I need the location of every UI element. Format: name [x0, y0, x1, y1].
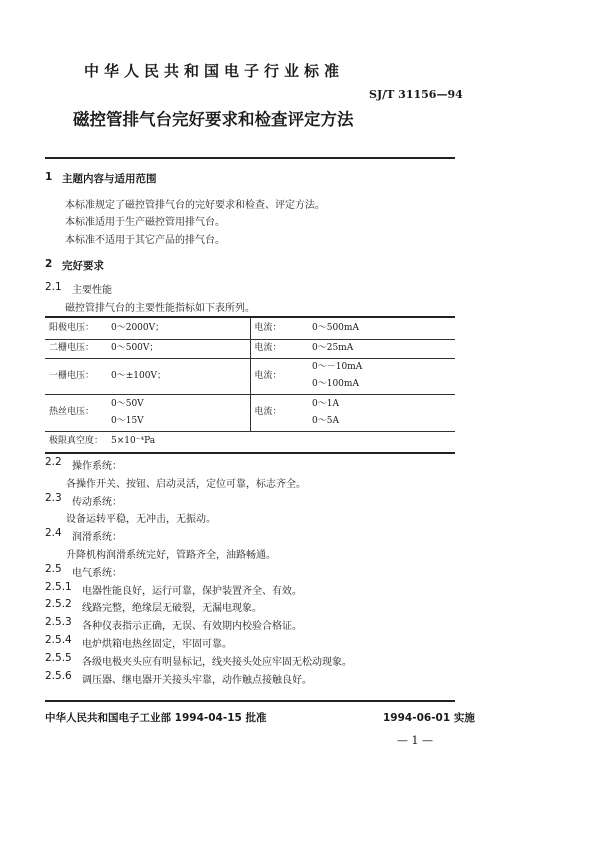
approval-note: 中华人民共和国电子工业部 1994-04-15 批准 [45, 712, 267, 724]
clause-number: 2.5.3 [45, 616, 72, 629]
clause-text: 操作系统： [72, 461, 122, 472]
clause-number: 2.2 [45, 456, 62, 468]
clause-text: 升降机构润滑系统完好，管路齐全，油路畅通。 [66, 550, 276, 561]
clause-text: 电炉烘箱电热丝固定，牢固可靠。 [82, 639, 232, 650]
param-value: 0～500V； [107, 339, 250, 358]
performance-table [45, 316, 455, 454]
clause-text: 线路完整，绝缘层无破裂，无漏电现象。 [82, 603, 262, 615]
clause-number: 2.5.2 [45, 598, 72, 611]
current-values [308, 358, 455, 394]
clause-text: 电气系统： [72, 567, 122, 579]
param-label: 热丝电压： [45, 394, 107, 431]
current-value: 0～500mA [308, 317, 455, 339]
clause-text: 各级电极夹头应有明显标记，线夹接头处应牢固无松动现象。 [82, 656, 352, 668]
paragraph: 磁控管排气台的主要性能指标如下表所列。 [65, 303, 255, 314]
current-label: 电流： [250, 339, 308, 358]
current-label: 电流： [250, 358, 308, 394]
paragraph: 本标准适用于生产磁控管用排气台。 [65, 217, 225, 228]
clause-number: 2.5.6 [45, 669, 72, 682]
standard-code: SJ/T 31156—94 [369, 88, 463, 101]
current-values [308, 394, 455, 431]
param-value: 0～±100V； [107, 358, 250, 394]
clause-text: 传动系统： [72, 496, 122, 508]
param-value: 0～15V [111, 415, 144, 426]
document-title: 磁控管排气台完好要求和检查评定方法 [73, 110, 354, 129]
table-row [45, 431, 455, 453]
param-label: 一栅电压： [45, 358, 107, 394]
paragraph: 本标准规定了磁控管排气台的完好要求和检查、评定方法。 [65, 200, 325, 211]
section-1-number: 1 [45, 171, 53, 183]
clause-text: 各种仪表指示正确，无误、有效期内校验合格证。 [82, 621, 302, 633]
table-row [45, 394, 455, 431]
clause-number: 2.5.1 [45, 580, 72, 593]
param-values [107, 394, 250, 431]
title-divider [45, 157, 455, 159]
section-2-title: 完好要求 [62, 260, 104, 272]
clause-number: 2.3 [45, 491, 62, 504]
section-2-number: 2 [45, 258, 53, 270]
current-value: 0～25mA [308, 339, 455, 358]
clause-text: 设备运转平稳，无冲击，无振动。 [66, 514, 216, 526]
table-row [45, 317, 455, 339]
current-label: 电流： [250, 317, 308, 339]
current-value: 0～5A [312, 415, 339, 426]
current-value: 0～100mA [312, 379, 359, 389]
paragraph: 本标准不适用于其它产品的排气台。 [65, 235, 225, 246]
current-value: 0～－10mA [312, 362, 363, 372]
table-row [45, 339, 455, 358]
vacuum-label: 极限真空度： [45, 431, 107, 453]
param-value: 0～2000V； [107, 317, 250, 339]
effective-date: 1994-06-01 实施 [383, 712, 475, 724]
footer-divider [45, 700, 455, 702]
clause-number: 2.5.4 [45, 634, 72, 646]
clause-text: 调压器、继电器开关接头牢靠，动作触点接触良好。 [82, 674, 312, 686]
param-label: 二栅电压： [45, 339, 107, 358]
clause-text: 润滑系统： [72, 532, 122, 544]
vacuum-value: 5×10⁻⁴Pa [107, 431, 455, 453]
current-label: 电流： [250, 394, 308, 431]
current-value: 0～1A [312, 398, 339, 409]
section-1-title: 主题内容与适用范围 [62, 173, 157, 185]
page-number: — 1 — [397, 734, 433, 747]
clause-number: 2.1 [45, 281, 62, 293]
clause-text: 各操作开关、按钮、启动灵活，定位可靠，标志齐全。 [66, 478, 306, 490]
clause-number: 2.5 [45, 562, 62, 575]
clause-number: 2.4 [45, 527, 62, 540]
table-row [45, 358, 455, 394]
param-value: 0～50V [111, 398, 144, 409]
clause-title: 主要性能 [72, 285, 112, 296]
clause-number: 2.5.5 [45, 651, 72, 664]
param-label: 阳极电压： [45, 317, 107, 339]
issuing-org-header: 中华人民共和国电子行业标准 [84, 62, 345, 80]
clause-text: 电器性能良好，运行可靠，保护装置齐全、有效。 [82, 585, 302, 597]
